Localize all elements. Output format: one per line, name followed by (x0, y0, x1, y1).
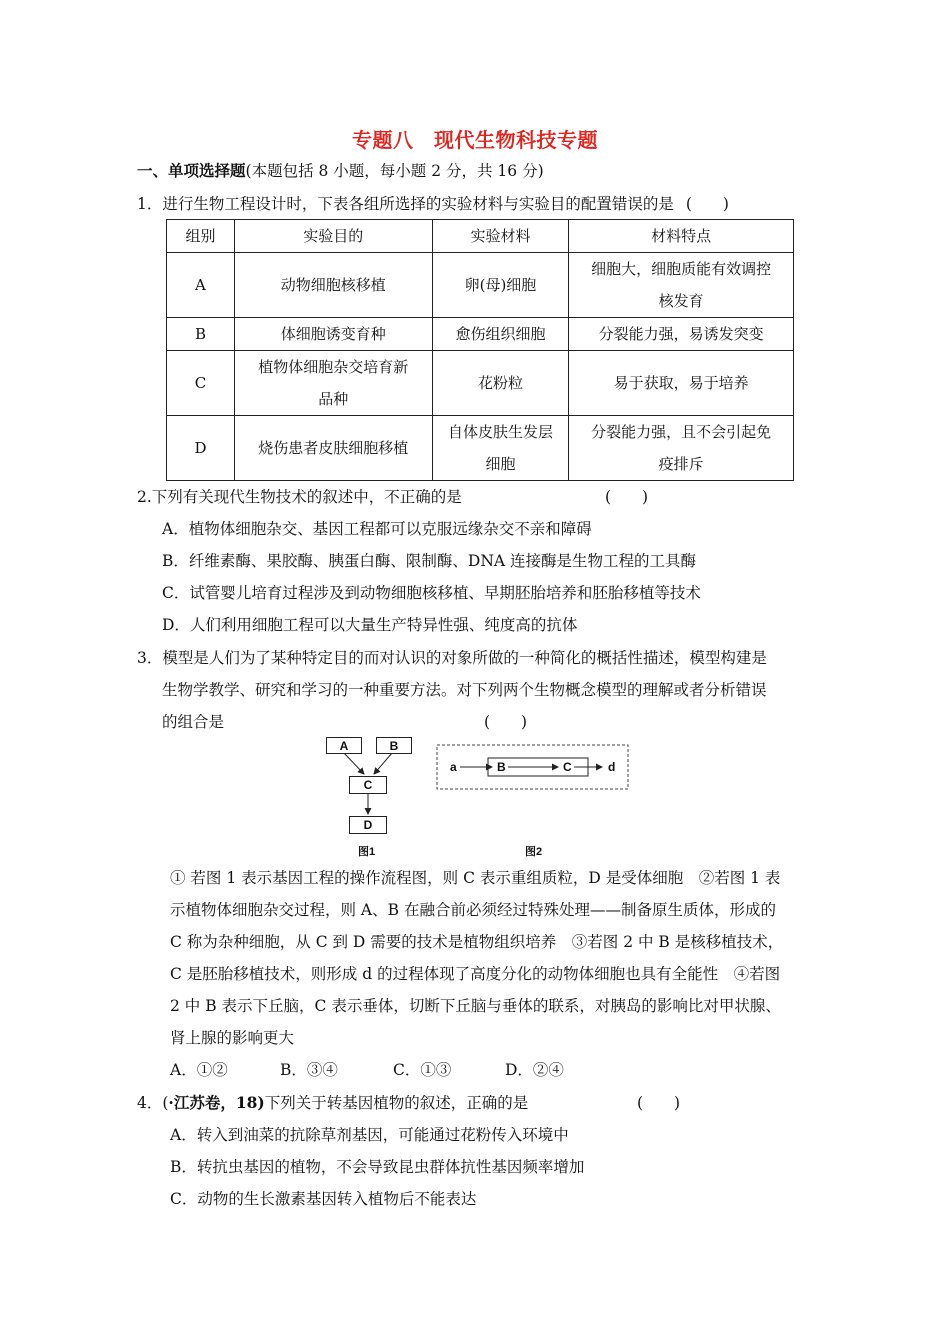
q2-option-c: C．试管婴儿培育过程涉及到动物细胞核移植、早期胚胎培养和胚胎移植等技术 (162, 584, 701, 602)
q2-text: 2.下列有关现代生物技术的叙述中，不正确的是 (137, 488, 462, 506)
q4-answer-blank: ( ) (637, 1094, 681, 1112)
cell-text: 细胞大，细胞质能有效调控 (591, 260, 772, 278)
q3-option-b: B．③④ (280, 1061, 338, 1079)
q3-option-c: C．①③ (393, 1061, 452, 1079)
table-row (167, 416, 794, 481)
q1-table (166, 219, 794, 481)
cell-text: 品种 (318, 390, 349, 408)
q2-option-d: D．人们利用细胞工程可以大量生产特异性强、纯度高的抗体 (162, 616, 578, 634)
fig2-label-b: B (497, 760, 506, 774)
q4-source: ·江苏卷，18) (168, 1093, 265, 1112)
th-group: 组别 (167, 220, 235, 253)
cell-text: 自体皮肤生发层 (447, 423, 553, 441)
cell-text: 动物细胞核移植 (280, 276, 386, 294)
cell-feature (569, 318, 794, 351)
cell-group: C (167, 351, 235, 416)
figure-2 (436, 744, 630, 859)
q3-answer-blank: ( ) (484, 713, 528, 731)
cell-group: A (167, 253, 235, 318)
cell-purpose (234, 253, 432, 318)
q4-option-c: C．动物的生长激素基因转入植物后不能表达 (170, 1190, 477, 1208)
cell-text: 分裂能力强，易诱发突变 (598, 325, 764, 343)
cell-feature (569, 253, 794, 318)
cell-text: 卵(母)细胞 (464, 276, 537, 294)
q3-analysis-6: 肾上腺的影响更大 (170, 1029, 295, 1047)
cell-feature (569, 351, 794, 416)
q3-line-3 (162, 712, 528, 732)
cell-text: 植物体细胞杂交培育新 (258, 358, 409, 376)
fig1-node-d: D (349, 816, 387, 834)
q1-answer-blank: ( ) (685, 195, 729, 213)
page-title: 专题八 现代生物科技专题 (352, 128, 598, 152)
cell-text: 易于获取，易于培养 (613, 374, 749, 392)
q4-number: 4．( (137, 1094, 169, 1112)
question-2-stem (137, 487, 649, 507)
section-label: 一、单项选择题 (137, 161, 246, 180)
cell-text: 核发育 (658, 292, 704, 310)
q2-answer-blank: ( ) (605, 488, 649, 506)
table-row (167, 253, 794, 318)
cell-material (432, 253, 569, 318)
table-header-row (167, 220, 794, 253)
q3-analysis-3: C 称为杂种细胞，从 C 到 D 需要的技术是植物组织培养 ③若图 2 中 B 是核移植技术， (170, 933, 784, 951)
fig2-caption: 图2 (525, 846, 543, 858)
q3-option-a: A．①② (170, 1061, 228, 1079)
q3-analysis-4: C 是胚胎移植技术，则形成 d 的过程体现了高度分化的动物体细胞也具有全能性 ④若图 (170, 965, 781, 983)
cell-purpose (234, 351, 432, 416)
cell-text: 体细胞诱变育种 (280, 325, 386, 343)
cell-purpose (234, 318, 432, 351)
fig2-label-c: C (563, 760, 572, 774)
cell-text: 分裂能力强，且不会引起免 (591, 423, 772, 441)
cell-material (432, 416, 569, 481)
th-purpose: 实验目的 (234, 220, 432, 253)
cell-material (432, 318, 569, 351)
q2-option-b: B．纤维素酶、果胶酶、胰蛋白酶、限制酶、DNA 连接酶是生物工程的工具酶 (162, 552, 697, 570)
q3-line-1: 3．模型是人们为了某种特定目的而对认识的对象所做的一种简化的概括性描述，模型构建是 (137, 649, 767, 667)
q4-option-a: A．转入到油菜的抗除草剂基因，可能通过花粉传入环境中 (170, 1126, 569, 1144)
q1-text: 1．进行生物工程设计时，下表各组所选择的实验材料与实验目的配置错误的是 (137, 195, 674, 213)
q3-analysis-5: 2 中 B 表示下丘脑，C 表示垂体，切断下丘脑与垂体的联系，对胰岛的影响比对甲状腺、 (170, 997, 781, 1015)
cell-text: 疫排斥 (658, 455, 704, 473)
q4-option-b: B．转抗虫基因的植物，不会导致昆虫群体抗性基因频率增加 (170, 1158, 585, 1176)
cell-text: 烧伤患者皮肤细胞移植 (258, 439, 409, 457)
q3-text: 的组合是 (162, 713, 225, 731)
q3-option-d: D．②④ (505, 1061, 564, 1079)
cell-text: 花粉粒 (477, 374, 523, 392)
cell-material (432, 351, 569, 416)
question-4-stem (137, 1093, 681, 1113)
q3-analysis-2: 示植物体细胞杂交过程，则 A、B 在融合前必须经过特殊处理——制备原生质体，形成的 (170, 901, 776, 919)
fig1-caption: 图1 (358, 846, 376, 858)
q2-option-a: A．植物体细胞杂交、基因工程都可以克服远缘杂交不亲和障碍 (162, 520, 592, 538)
fig1-node-b: B (376, 737, 412, 754)
fig1-node-c: C (349, 776, 387, 794)
fig1-node-a: A (326, 737, 362, 754)
q3-analysis-1: ① 若图 1 表示基因工程的操作流程图，则 C 表示重组质粒，D 是受体细胞 ②若图 1 表 (170, 869, 781, 887)
question-1-stem (137, 194, 729, 214)
figure-1 (320, 735, 420, 860)
cell-group: D (167, 416, 235, 481)
th-feature: 材料特点 (569, 220, 794, 253)
table-row (167, 351, 794, 416)
figure-2-diagram (436, 744, 630, 792)
section-heading (137, 161, 544, 181)
cell-feature (569, 416, 794, 481)
fig2-label-d: d (608, 760, 616, 774)
q3-line-2: 生物学教学、研究和学习的一种重要方法。对下列两个生物概念模型的理解或者分析错误 (162, 681, 767, 699)
cell-group: B (167, 318, 235, 351)
th-material: 实验材料 (432, 220, 569, 253)
cell-text: 细胞 (485, 455, 516, 473)
section-note: (本题包括 8 小题，每小题 2 分，共 16 分) (245, 162, 544, 180)
cell-text: 愈伤组织细胞 (455, 325, 546, 343)
cell-purpose (234, 416, 432, 481)
fig2-label-a: a (450, 760, 457, 774)
q4-text: 下列关于转基因植物的叙述，正确的是 (264, 1094, 529, 1112)
table-row (167, 318, 794, 351)
